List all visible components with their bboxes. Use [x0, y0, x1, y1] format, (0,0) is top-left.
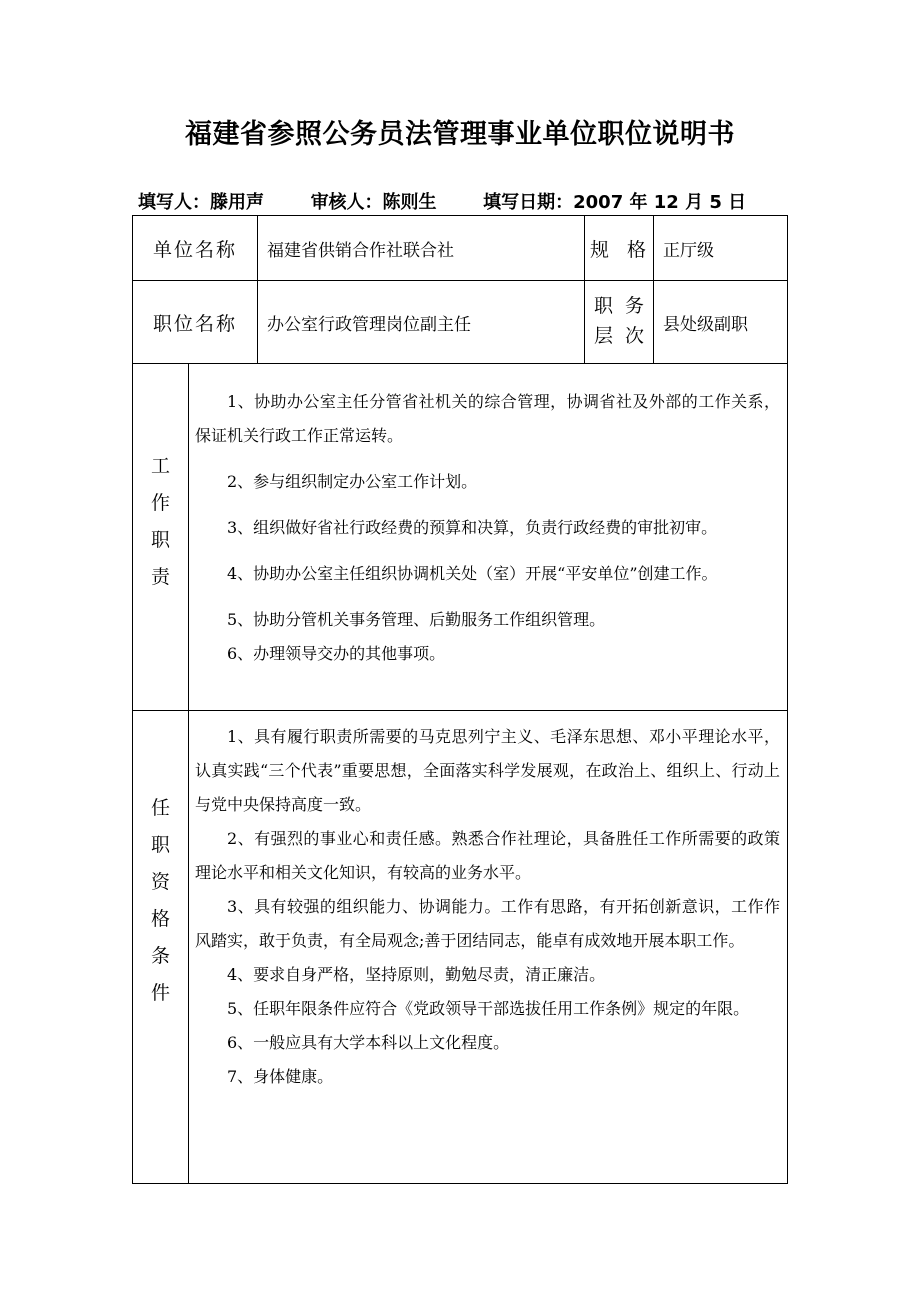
level-value: 县处级副职 — [663, 314, 748, 335]
col-divider — [257, 216, 258, 363]
duties-label-char: 作 — [150, 492, 170, 514]
qual-label-char: 格 — [150, 908, 170, 930]
reviewer-name: 审核人：陈则生 — [310, 192, 437, 213]
qualifications-label — [133, 790, 188, 1012]
level-label — [585, 281, 653, 363]
qualification-item: 1、具有履行职责所需要的马克思列宁主义、毛泽东思想、邓小平理论水平，认真实践“三个代表”重要思想，全面落实科学发展观，在政治上、组织上、行动上与党中央保持高度一致。 — [195, 727, 780, 814]
qualification-item: 4、要求自身严格，坚持原则，勤勉尽责，清正廉洁。 — [227, 965, 606, 984]
duty-item: 1、协助办公室主任分管省社机关的综合管理，协调省社及外部的工作关系，保证机关行政工作正常运转。 — [195, 392, 780, 445]
duty-item: 5、协助分管机关事务管理、后勤服务工作组织管理。 — [227, 610, 606, 629]
qualification-item: 5、任职年限条件应符合《党政领导干部选拔任用工作条例》规定的年限。 — [227, 999, 750, 1018]
duties-label-char: 职 — [150, 529, 170, 551]
qual-label-char: 任 — [150, 797, 170, 819]
qual-label-char: 件 — [150, 982, 170, 1004]
row-divider — [133, 363, 787, 364]
position-name-label: 职位名称 — [152, 312, 237, 335]
col-divider — [188, 363, 189, 1183]
qual-label-char: 资 — [150, 871, 170, 893]
col-divider — [653, 216, 654, 363]
duties-list — [195, 385, 780, 671]
grade-value: 正厅级 — [663, 240, 714, 261]
position-name-value: 办公室行政管理岗位副主任 — [267, 314, 471, 335]
row-divider — [133, 710, 787, 711]
level-label-line: 层 次 — [593, 325, 645, 347]
duty-item: 4、协助办公室主任组织协调机关处（室）开展“平安单位”创建工作。 — [227, 564, 718, 583]
qualification-item: 3、具有较强的组织能力、协调能力。工作有思路，有开拓创新意识，工作作风踏实，敢于负责，有全局观念;善于团结同志，能卓有成效地开展本职工作。 — [195, 897, 780, 950]
document-title: 福建省参照公务员法管理事业单位职位说明书 — [185, 119, 735, 150]
filler-name: 填写人：滕用声 — [138, 192, 264, 213]
unit-name-label: 单位名称 — [152, 238, 237, 261]
qual-label-char: 条 — [150, 945, 170, 967]
duties-label-char: 工 — [150, 455, 170, 477]
fill-date: 填写日期：2007 年 12 月 5 日 — [483, 192, 747, 213]
level-label-line: 职 务 — [593, 295, 645, 317]
qualification-item: 6、一般应具有大学本科以上文化程度。 — [227, 1033, 510, 1052]
duty-item: 2、参与组织制定办公室工作计划。 — [227, 472, 478, 491]
qualifications-list — [195, 720, 780, 1094]
unit-name-value: 福建省供销合作社联合社 — [267, 240, 454, 261]
document-meta — [138, 188, 788, 214]
duty-item: 3、组织做好省社行政经费的预算和决算，负责行政经费的审批初审。 — [227, 518, 718, 537]
duty-item: 6、办理领导交办的其他事项。 — [227, 644, 446, 663]
duties-label-char: 责 — [150, 566, 170, 588]
grade-label: 规 格 — [589, 238, 649, 261]
qualification-item: 7、身体健康。 — [227, 1067, 334, 1086]
qualification-item: 2、有强烈的事业心和责任感。熟悉合作社理论，具备胜任工作所需要的政策理论水平和相关文化知识，有较高的业务水平。 — [195, 829, 780, 882]
duties-label — [133, 448, 188, 596]
qual-label-char: 职 — [150, 834, 170, 856]
